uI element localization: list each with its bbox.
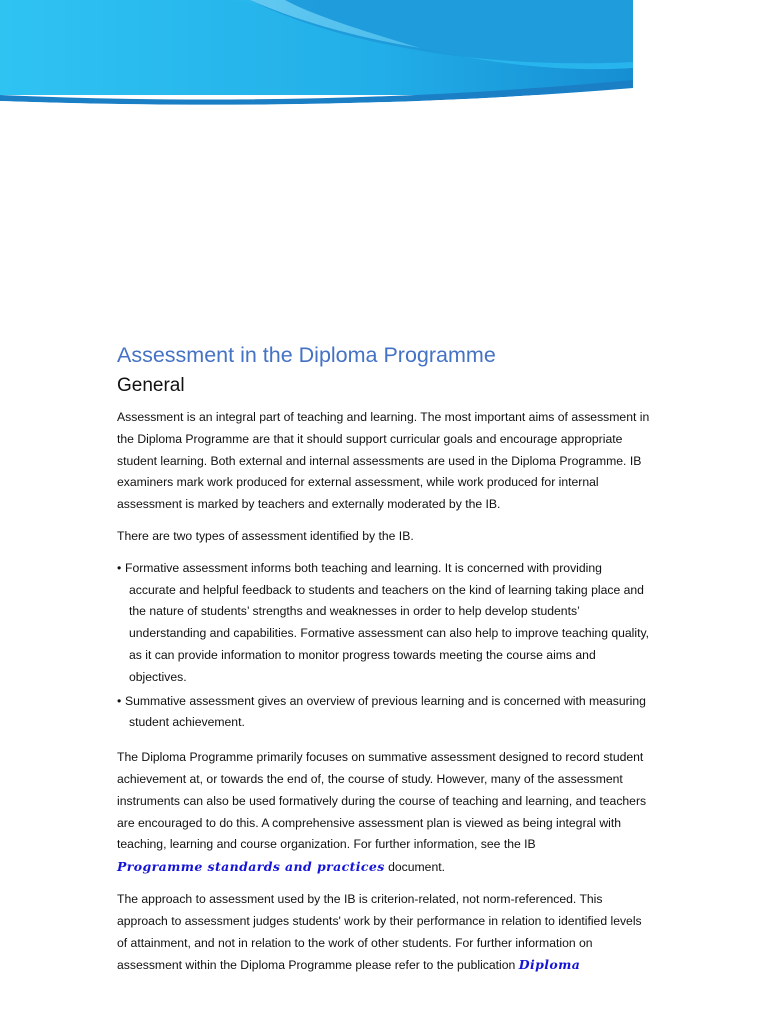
list-item-summative	[117, 691, 652, 735]
page-title: Assessment in the Diploma Programme	[117, 343, 496, 367]
section-heading: General	[117, 375, 185, 396]
list-item-text: Formative assessment informs both teaching and learning. It is concerned with providing accurate and helpful feedback to students and teachers on the kind of learning taking place and the nature of students’ strengths and weaknesses in order to help develop students’ understanding and capabilities. Formative assessment can also help to improve teaching quality, as it can provide information to monitor progress towards meeting the course aims and objectives.	[125, 560, 650, 684]
paragraph-intro: Assessment is an integral part of teaching and learning. The most important aims of assessment in the Diploma Programme are that it should support curricular goals and encourage appropriate student learning. Both external and internal assessments are used in the Diploma Programme. IB examiners mark work produced for external assessment, while work produced for internal assessment is marked by teachers and externally moderated by the IB.	[117, 410, 650, 512]
paragraph-text: The approach to assessment used by the IB is criterion-related, not norm-referenced. This approach to assessment judges students' work by their performance in relation to identified levels of attainment, and not in relation to the work of other students. For further information on assessment within the Diploma Programme please refer to the publication	[117, 891, 642, 973]
bullet-marker: •	[117, 560, 122, 575]
paragraph-summative-focus	[117, 747, 652, 879]
bullet-marker: •	[117, 693, 122, 708]
document-body	[117, 340, 652, 977]
diploma-publication-link[interactable]: Diploma	[518, 957, 581, 973]
paragraph-types: There are two types of assessment identified by the IB.	[117, 528, 414, 543]
paragraph-criterion-related	[117, 889, 652, 977]
paragraph-text: The Diploma Programme primarily focuses on summative assessment designed to record student achievement at, or towards the end of, the course of study. However, many of the assessment instruments can also be used formatively during the course of teaching and learning, and teachers are encouraged to do this. A comprehensive assessment plan is viewed as being integral with teaching, learning and course organization. For further information, see the IB	[117, 750, 647, 852]
programme-standards-link[interactable]: Programme standards and practices	[117, 859, 385, 875]
paragraph-tail: document.	[388, 860, 446, 875]
list-item-text: Summative assessment gives an overview of previous learning and is concerned with measuring student achievement.	[125, 693, 646, 730]
list-item-formative	[117, 558, 652, 689]
assessment-types-list	[117, 558, 652, 734]
header-wave-banner	[0, 0, 633, 112]
